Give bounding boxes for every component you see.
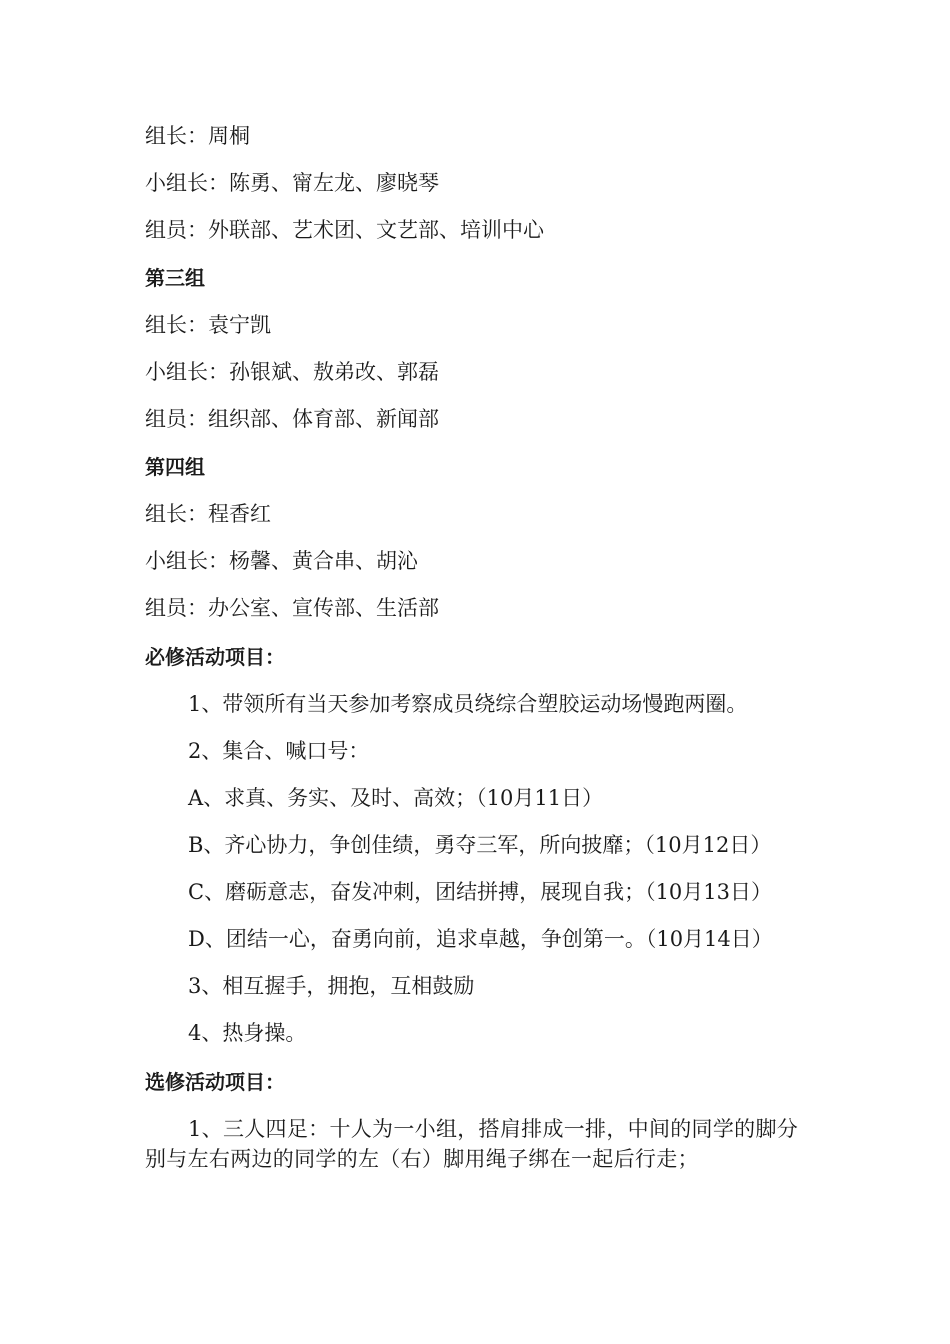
required-activities-title: 必修活动项目： [145,645,285,669]
group2-leader: 组长：周桐 [145,124,250,148]
required-item: B、齐心协力，争创佳绩，勇夺三军，所向披靡；（10月12日） [188,833,772,857]
group3-leader: 组长：袁宁凯 [145,313,271,337]
group2-sub-leaders: 小组长：陈勇、甯左龙、廖晓琴 [145,171,439,195]
required-item: 3、相互握手，拥抱，互相鼓励 [188,974,475,998]
required-item: D、团结一心，奋勇向前，追求卓越，争创第一。（10月14日） [188,927,773,951]
group4-leader: 组长：程香红 [145,502,271,526]
elective-activities-title: 选修活动项目： [145,1070,285,1094]
required-item: 4、热身操。 [188,1021,307,1045]
required-item: 1、带领所有当天参加考察成员绕综合塑胶运动场慢跑两圈。 [188,692,748,716]
group3-sub-leaders: 小组长：孙银斌、敖弟改、郭磊 [145,360,439,384]
group4-members: 组员：办公室、宣传部、生活部 [145,596,439,620]
group4-sub-leaders: 小组长：杨馨、黄合串、胡沁 [145,549,418,573]
group4-title: 第四组 [145,455,205,479]
group3-members: 组员：组织部、体育部、新闻部 [145,407,439,431]
required-item: 2、集合、喊口号： [188,739,370,763]
required-item: C、磨砺意志，奋发冲刺，团结拼搏，展现自我；（10月13日） [188,880,773,904]
required-item: A、求真、务实、及时、高效；（10月11日） [188,786,604,810]
group2-members: 组员：外联部、艺术团、文艺部、培训中心 [145,218,544,242]
group3-title: 第三组 [145,266,205,290]
elective-item-paragraph: 1、三人四足：十人为一小组，搭肩排成一排，中间的同学的脚分别与左右两边的同学的左（右）脚用绳子绑在一起后行走； [145,1117,799,1171]
